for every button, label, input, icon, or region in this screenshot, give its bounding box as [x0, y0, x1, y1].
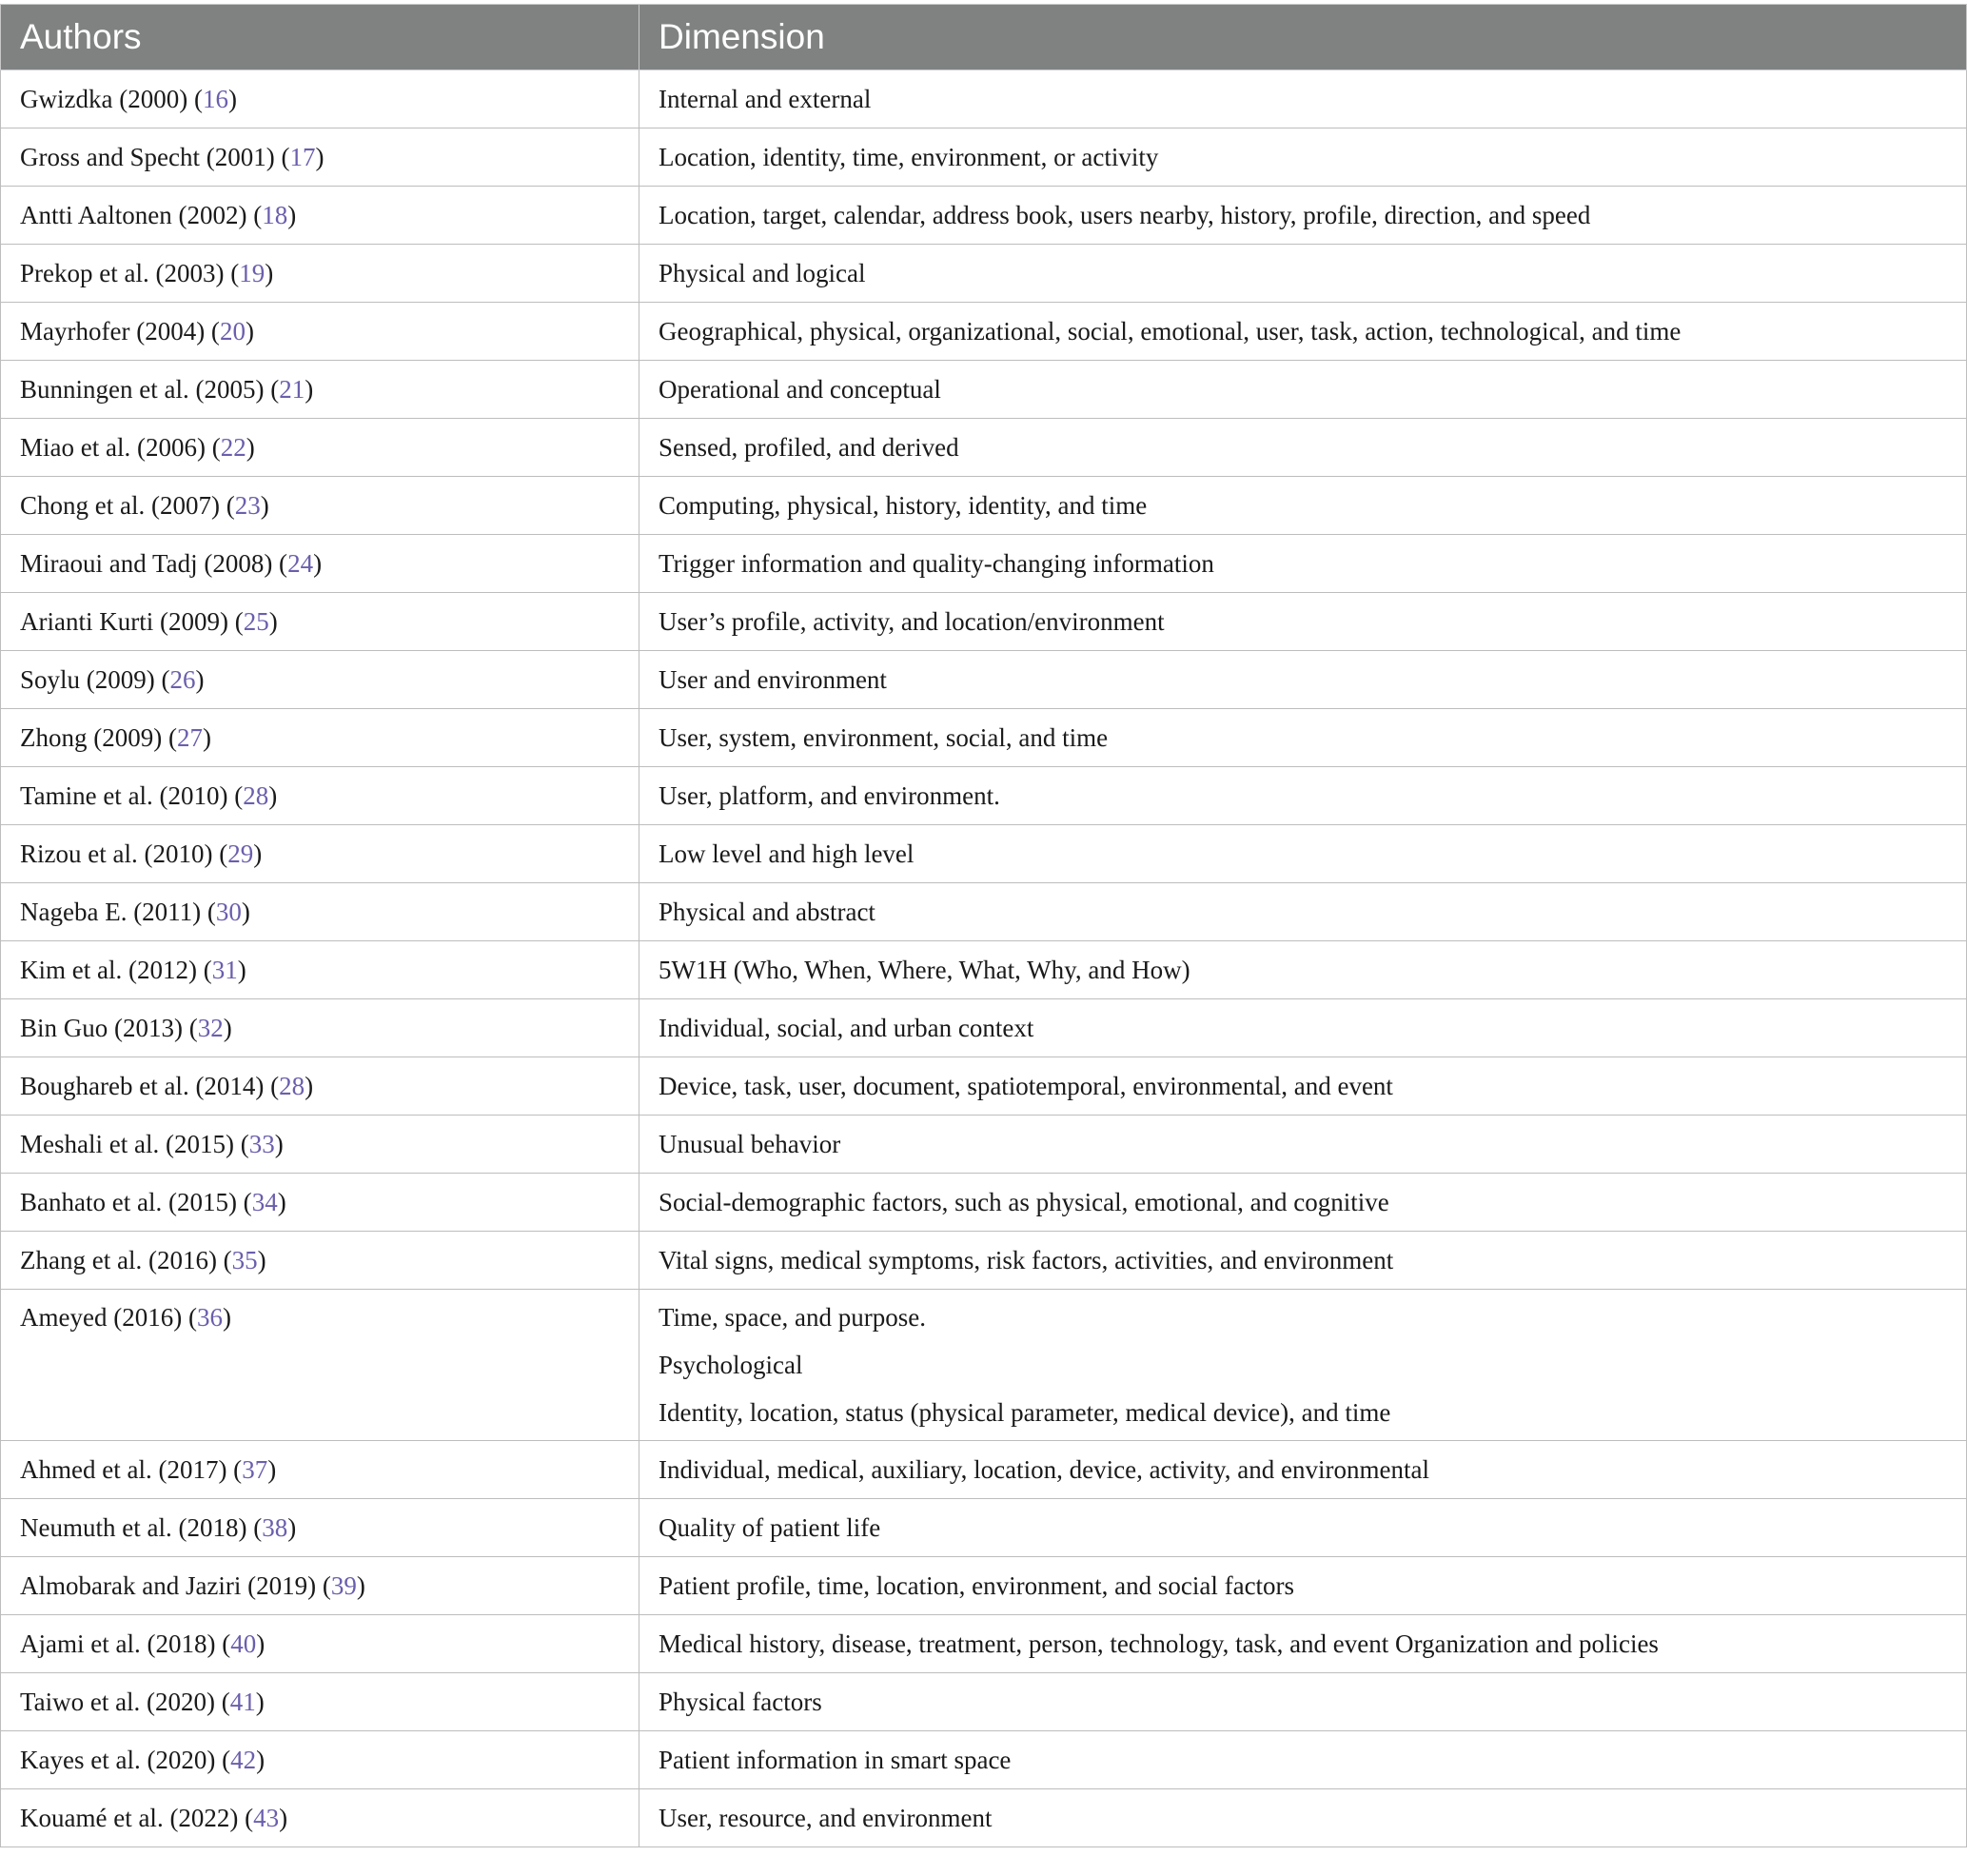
- reference-link[interactable]: 22: [220, 432, 246, 462]
- dimension-cell: [639, 477, 1967, 535]
- reference-link[interactable]: 40: [230, 1629, 257, 1658]
- table-row: [1, 1673, 1967, 1731]
- author-cell: [1, 1057, 639, 1116]
- dimension-text: Physical and logical: [659, 258, 866, 287]
- dimension-text: Individual, social, and urban context: [659, 1013, 1034, 1042]
- author-text: Almobarak and Jaziri (2019) (: [20, 1570, 331, 1600]
- reference-link[interactable]: 18: [262, 200, 288, 229]
- table-row: [1, 245, 1967, 303]
- dimension-cell: [639, 941, 1967, 999]
- table-row: [1, 1232, 1967, 1290]
- reference-close-paren: ): [265, 258, 274, 287]
- author-cell: [1, 128, 639, 187]
- table-row: [1, 187, 1967, 245]
- reference-close-paren: ): [277, 1187, 286, 1216]
- dimension-cell: [639, 1232, 1967, 1290]
- author-cell: [1, 767, 639, 825]
- dimension-cell: [639, 767, 1967, 825]
- dimension-text: Identity, location, status (physical parameter, medical device), and time: [659, 1398, 1391, 1427]
- reference-link[interactable]: 41: [229, 1687, 256, 1716]
- dimension-cell: [639, 245, 1967, 303]
- reference-close-paren: ): [255, 1687, 265, 1716]
- author-text: Kayes et al. (2020) (: [20, 1745, 231, 1774]
- reference-link[interactable]: 43: [253, 1803, 280, 1832]
- reference-close-paren: ): [274, 1129, 284, 1158]
- reference-link[interactable]: 23: [234, 490, 261, 520]
- author-text: Chong et al. (2007) (: [20, 490, 235, 520]
- dimension-cell: [639, 1615, 1967, 1673]
- reference-link[interactable]: 38: [262, 1512, 288, 1542]
- table-row: [1, 1615, 1967, 1673]
- dimension-text: Psychological: [659, 1351, 803, 1379]
- reference-close-paren: ): [315, 142, 325, 171]
- author-cell: [1, 941, 639, 999]
- dimension-cell: [639, 883, 1967, 941]
- author-text: Arianti Kurti (2009) (: [20, 606, 244, 636]
- table-row: [1, 303, 1967, 361]
- reference-link[interactable]: 25: [243, 606, 269, 636]
- authors-dimension-table: [0, 4, 1967, 1847]
- reference-close-paren: ): [245, 316, 254, 346]
- dimension-text: Patient information in smart space: [659, 1745, 1012, 1774]
- author-text: Mayrhofer (2004) (: [20, 316, 220, 346]
- table-body: [1, 70, 1967, 1847]
- dimension-cell: [639, 709, 1967, 767]
- reference-link[interactable]: 19: [239, 258, 266, 287]
- dimension-cell: [639, 1789, 1967, 1847]
- author-cell: [1, 593, 639, 651]
- reference-link[interactable]: 28: [279, 1071, 305, 1100]
- reference-close-paren: ): [246, 432, 255, 462]
- reference-close-paren: ): [268, 780, 278, 810]
- reference-link[interactable]: 33: [248, 1129, 275, 1158]
- author-cell: [1, 1557, 639, 1615]
- table-row: [1, 999, 1967, 1057]
- reference-close-paren: ): [279, 1803, 288, 1832]
- reference-close-paren: ): [253, 839, 263, 868]
- dimension-cell: [639, 303, 1967, 361]
- author-text: Miraoui and Tadj (2008) (: [20, 548, 288, 578]
- dimension-text: Patient profile, time, location, environment, and social factors: [659, 1570, 1295, 1600]
- dimension-cell: [639, 593, 1967, 651]
- table-row: [1, 941, 1967, 999]
- table-row: [1, 1731, 1967, 1789]
- reference-link[interactable]: 28: [243, 780, 269, 810]
- dimension-text: Quality of patient life: [659, 1512, 881, 1542]
- author-cell: [1, 1290, 639, 1441]
- table-row: [1, 477, 1967, 535]
- table-row: [1, 1557, 1967, 1615]
- dimension-cell: [639, 651, 1967, 709]
- author-text: Miao et al. (2006) (: [20, 432, 221, 462]
- author-cell: [1, 1499, 639, 1557]
- reference-close-paren: ): [202, 722, 211, 752]
- author-cell: [1, 245, 639, 303]
- dimension-cell: [639, 1499, 1967, 1557]
- author-text: Kim et al. (2012) (: [20, 955, 212, 984]
- author-text: Banhato et al. (2015) (: [20, 1187, 252, 1216]
- table-row: [1, 1057, 1967, 1116]
- reference-close-paren: ): [268, 606, 278, 636]
- author-text: Zhong (2009) (: [20, 722, 177, 752]
- reference-close-paren: ): [305, 374, 314, 404]
- author-cell: [1, 70, 639, 128]
- dimension-text: Physical factors: [659, 1687, 822, 1716]
- dimension-cell: [639, 1116, 1967, 1174]
- dimension-text: User’s profile, activity, and location/environment: [659, 606, 1165, 636]
- reference-link[interactable]: 24: [287, 548, 314, 578]
- dimension-text: Location, identity, time, environment, or activity: [659, 142, 1159, 171]
- reference-close-paren: ): [256, 1629, 266, 1658]
- author-text: Gross and Specht (2001) (: [20, 142, 290, 171]
- table-row: [1, 128, 1967, 187]
- author-text: Kouamé et al. (2022) (: [20, 1803, 254, 1832]
- reference-link[interactable]: 20: [219, 316, 246, 346]
- reference-link[interactable]: 39: [330, 1570, 357, 1600]
- dimension-text: User and environment: [659, 664, 887, 694]
- reference-link[interactable]: 30: [215, 897, 242, 926]
- dimension-text: Social-demographic factors, such as physical, emotional, and cognitive: [659, 1187, 1389, 1216]
- author-cell: [1, 303, 639, 361]
- table-row: [1, 419, 1967, 477]
- author-cell: [1, 1731, 639, 1789]
- dimension-cell: [639, 70, 1967, 128]
- table-row: [1, 1789, 1967, 1847]
- table-row: [1, 825, 1967, 883]
- author-cell: [1, 1789, 639, 1847]
- reference-close-paren: ): [305, 1071, 314, 1100]
- reference-link[interactable]: 37: [242, 1454, 268, 1484]
- author-cell: [1, 999, 639, 1057]
- authors-dimension-table-container: [0, 4, 1967, 1847]
- dimension-cell: [639, 419, 1967, 477]
- dimension-cell: [639, 1557, 1967, 1615]
- reference-link[interactable]: 32: [197, 1013, 224, 1042]
- dimension-cell: [639, 1673, 1967, 1731]
- reference-close-paren: ): [313, 548, 323, 578]
- table-row: [1, 767, 1967, 825]
- table-row: [1, 1174, 1967, 1232]
- author-text: Tamine et al. (2010) (: [20, 780, 244, 810]
- dimension-text: User, resource, and environment: [659, 1803, 993, 1832]
- reference-link[interactable]: 34: [251, 1187, 278, 1216]
- author-text: Neumuth et al. (2018) (: [20, 1512, 263, 1542]
- reference-link[interactable]: 42: [230, 1745, 257, 1774]
- dimension-text: Device, task, user, document, spatiotemporal, environmental, and event: [659, 1071, 1393, 1100]
- dimension-text: Low level and high level: [659, 839, 915, 868]
- table-row: [1, 709, 1967, 767]
- dimension-text: Internal and external: [659, 84, 872, 113]
- table-row: [1, 1116, 1967, 1174]
- author-text: Ameyed (2016) (: [20, 1303, 197, 1332]
- author-cell: [1, 883, 639, 941]
- dimension-text: Physical and abstract: [659, 897, 875, 926]
- dimension-text: Vital signs, medical symptoms, risk factors, activities, and environment: [659, 1245, 1394, 1274]
- author-cell: [1, 825, 639, 883]
- author-cell: [1, 419, 639, 477]
- reference-link[interactable]: 35: [231, 1245, 258, 1274]
- dimension-cell: [639, 187, 1967, 245]
- reference-close-paren: ): [287, 1512, 297, 1542]
- reference-close-paren: ): [241, 897, 250, 926]
- author-text: Taiwo et al. (2020) (: [20, 1687, 230, 1716]
- dimension-text: User, system, environment, social, and time: [659, 722, 1109, 752]
- reference-link[interactable]: 16: [202, 84, 228, 113]
- dimension-text: Medical history, disease, treatment, person, technology, task, and event Organization and policies: [659, 1629, 1659, 1658]
- table-row: [1, 1499, 1967, 1557]
- dimension-cell: [639, 1731, 1967, 1789]
- reference-close-paren: ): [237, 955, 246, 984]
- dimension-text: Computing, physical, history, identity, and time: [659, 490, 1148, 520]
- author-cell: [1, 361, 639, 419]
- reference-close-paren: ): [356, 1570, 365, 1600]
- reference-close-paren: ): [257, 1245, 266, 1274]
- author-text: Ajami et al. (2018) (: [20, 1629, 231, 1658]
- dimension-cell: [639, 128, 1967, 187]
- author-text: Bunningen et al. (2005) (: [20, 374, 280, 404]
- reference-link[interactable]: 27: [176, 722, 203, 752]
- author-text: Prekop et al. (2003) (: [20, 258, 240, 287]
- author-cell: [1, 709, 639, 767]
- author-text: Rizou et al. (2010) (: [20, 839, 228, 868]
- reference-link[interactable]: 26: [169, 664, 196, 694]
- dimension-cell: [639, 999, 1967, 1057]
- author-cell: [1, 1174, 639, 1232]
- reference-close-paren: ): [267, 1454, 277, 1484]
- table-row: [1, 1290, 1967, 1441]
- reference-link[interactable]: 36: [196, 1303, 223, 1332]
- dimension-text: Individual, medical, auxiliary, location, device, activity, and environmental: [659, 1454, 1429, 1484]
- dimension-text: Operational and conceptual: [659, 374, 941, 404]
- author-cell: [1, 1441, 639, 1499]
- reference-close-paren: ): [222, 1303, 231, 1332]
- author-text: Boughareb et al. (2014) (: [20, 1071, 280, 1100]
- dimension-text: Location, target, calendar, address book, users nearby, history, profile, direction, and speed: [659, 200, 1591, 229]
- author-text: Antti Aaltonen (2002) (: [20, 200, 263, 229]
- author-text: Gwizdka (2000) (: [20, 84, 203, 113]
- author-text: Soylu (2009) (: [20, 664, 170, 694]
- authors-column-header: Authors: [1, 5, 639, 70]
- dimension-column-header: Dimension: [639, 5, 1967, 70]
- table-row: [1, 70, 1967, 128]
- dimension-text: 5W1H (Who, When, Where, What, Why, and How): [659, 955, 1190, 984]
- author-cell: [1, 187, 639, 245]
- author-cell: [1, 1232, 639, 1290]
- dimension-text: Trigger information and quality-changing information: [659, 548, 1214, 578]
- author-cell: [1, 477, 639, 535]
- reference-link[interactable]: 21: [279, 374, 305, 404]
- table-row: [1, 883, 1967, 941]
- table-row: [1, 1441, 1967, 1499]
- reference-link[interactable]: 29: [227, 839, 254, 868]
- dimension-cell: [639, 1057, 1967, 1116]
- dimension-text: Time, space, and purpose.: [659, 1303, 926, 1332]
- reference-close-paren: ): [260, 490, 269, 520]
- dimension-text: Geographical, physical, organizational, social, emotional, user, task, action, technological, and time: [659, 316, 1682, 346]
- author-cell: [1, 1116, 639, 1174]
- author-text: Nageba E. (2011) (: [20, 897, 216, 926]
- dimension-cell: [639, 1441, 1967, 1499]
- author-text: Meshali et al. (2015) (: [20, 1129, 249, 1158]
- table-row: [1, 361, 1967, 419]
- reference-link[interactable]: 17: [289, 142, 316, 171]
- table-row: [1, 535, 1967, 593]
- dimension-cell: [639, 361, 1967, 419]
- table-header: [1, 5, 1967, 70]
- dimension-text: User, platform, and environment.: [659, 780, 1000, 810]
- header-row: [1, 5, 1967, 70]
- author-cell: [1, 535, 639, 593]
- reference-close-paren: ): [256, 1745, 266, 1774]
- reference-close-paren: ): [287, 200, 297, 229]
- author-text: Zhang et al. (2016) (: [20, 1245, 232, 1274]
- reference-close-paren: ): [195, 664, 205, 694]
- author-cell: [1, 1673, 639, 1731]
- dimension-cell: [639, 535, 1967, 593]
- author-text: Bin Guo (2013) (: [20, 1013, 198, 1042]
- dimension-cell: [639, 1174, 1967, 1232]
- author-cell: [1, 1615, 639, 1673]
- author-cell: [1, 651, 639, 709]
- dimension-text: Sensed, profiled, and derived: [659, 432, 959, 462]
- reference-close-paren: ): [223, 1013, 232, 1042]
- author-text: Ahmed et al. (2017) (: [20, 1454, 243, 1484]
- dimension-cell: [639, 1290, 1967, 1441]
- table-row: [1, 651, 1967, 709]
- dimension-text: Unusual behavior: [659, 1129, 841, 1158]
- table-row: [1, 593, 1967, 651]
- dimension-cell: [639, 825, 1967, 883]
- reference-close-paren: ): [227, 84, 237, 113]
- reference-link[interactable]: 31: [211, 955, 238, 984]
